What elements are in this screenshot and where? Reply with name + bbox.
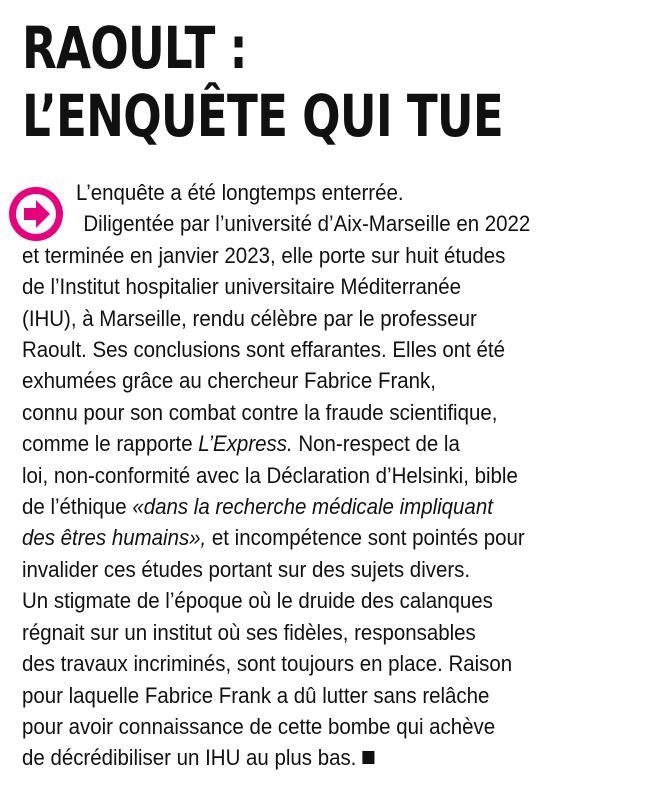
body-text: et incompétence sont pointés pour (206, 525, 525, 551)
body-line: de l’Institut hospitalier universitaire Méditerranée (22, 274, 461, 300)
publication-name: L’Express. (198, 431, 293, 457)
body-line: invalider ces études portant sur des sujets divers. (22, 556, 471, 582)
headline (22, 14, 503, 150)
body-line: et terminée en janvier 2023, elle porte sur huit études (22, 242, 506, 268)
headline-line-1: RAOULT : (22, 14, 247, 82)
body-line: L’enquête a été longtemps enterrée. (75, 180, 404, 205)
end-of-article-mark (362, 751, 374, 764)
quotation: des êtres humains», (22, 525, 207, 551)
body-line (22, 742, 599, 773)
body-text: comme le rapporte (22, 431, 199, 457)
body-text: de décrédibiliser un IHU au plus bas. (22, 745, 357, 771)
article-body (22, 177, 642, 774)
body-line: pour laquelle Fabrice Frank a dû lutter sans relâche (22, 682, 490, 708)
body-line: (IHU), à Marseille, rendu célèbre par le professeur (22, 305, 477, 331)
body-line: loi, non-conformité avec la Déclaration d’Helsinki, bible (22, 462, 518, 488)
quotation: «dans la recherche médicale impliquant (132, 494, 493, 520)
body-line: Un stigmate de l’époque où le druide des calanques (22, 588, 493, 614)
body-text: de l’éthique (22, 494, 133, 520)
body-line (22, 522, 599, 553)
body-line (22, 428, 599, 459)
body-line: exhumées grâce au chercheur Fabrice Frank, (22, 368, 436, 394)
body-line: régnait sur un institut où ses fidèles, responsables (22, 619, 476, 645)
body-line (22, 491, 599, 522)
headline-line-2: L’ENQUÊTE QUI TUE (22, 82, 504, 150)
body-line: pour avoir connaissance de cette bombe qui achève (22, 713, 496, 739)
body-line: connu pour son combat contre la fraude scientifique, (22, 399, 498, 425)
body-text: Non-respect de la (292, 431, 460, 457)
body-line: Raoult. Ses conclusions sont effarantes. Elles ont été (22, 337, 505, 363)
body-line: des travaux incriminés, sont toujours en place. Raison (22, 651, 513, 677)
body-line: Diligentée par l’université d’Aix-Marseille en 2022 (83, 211, 531, 237)
